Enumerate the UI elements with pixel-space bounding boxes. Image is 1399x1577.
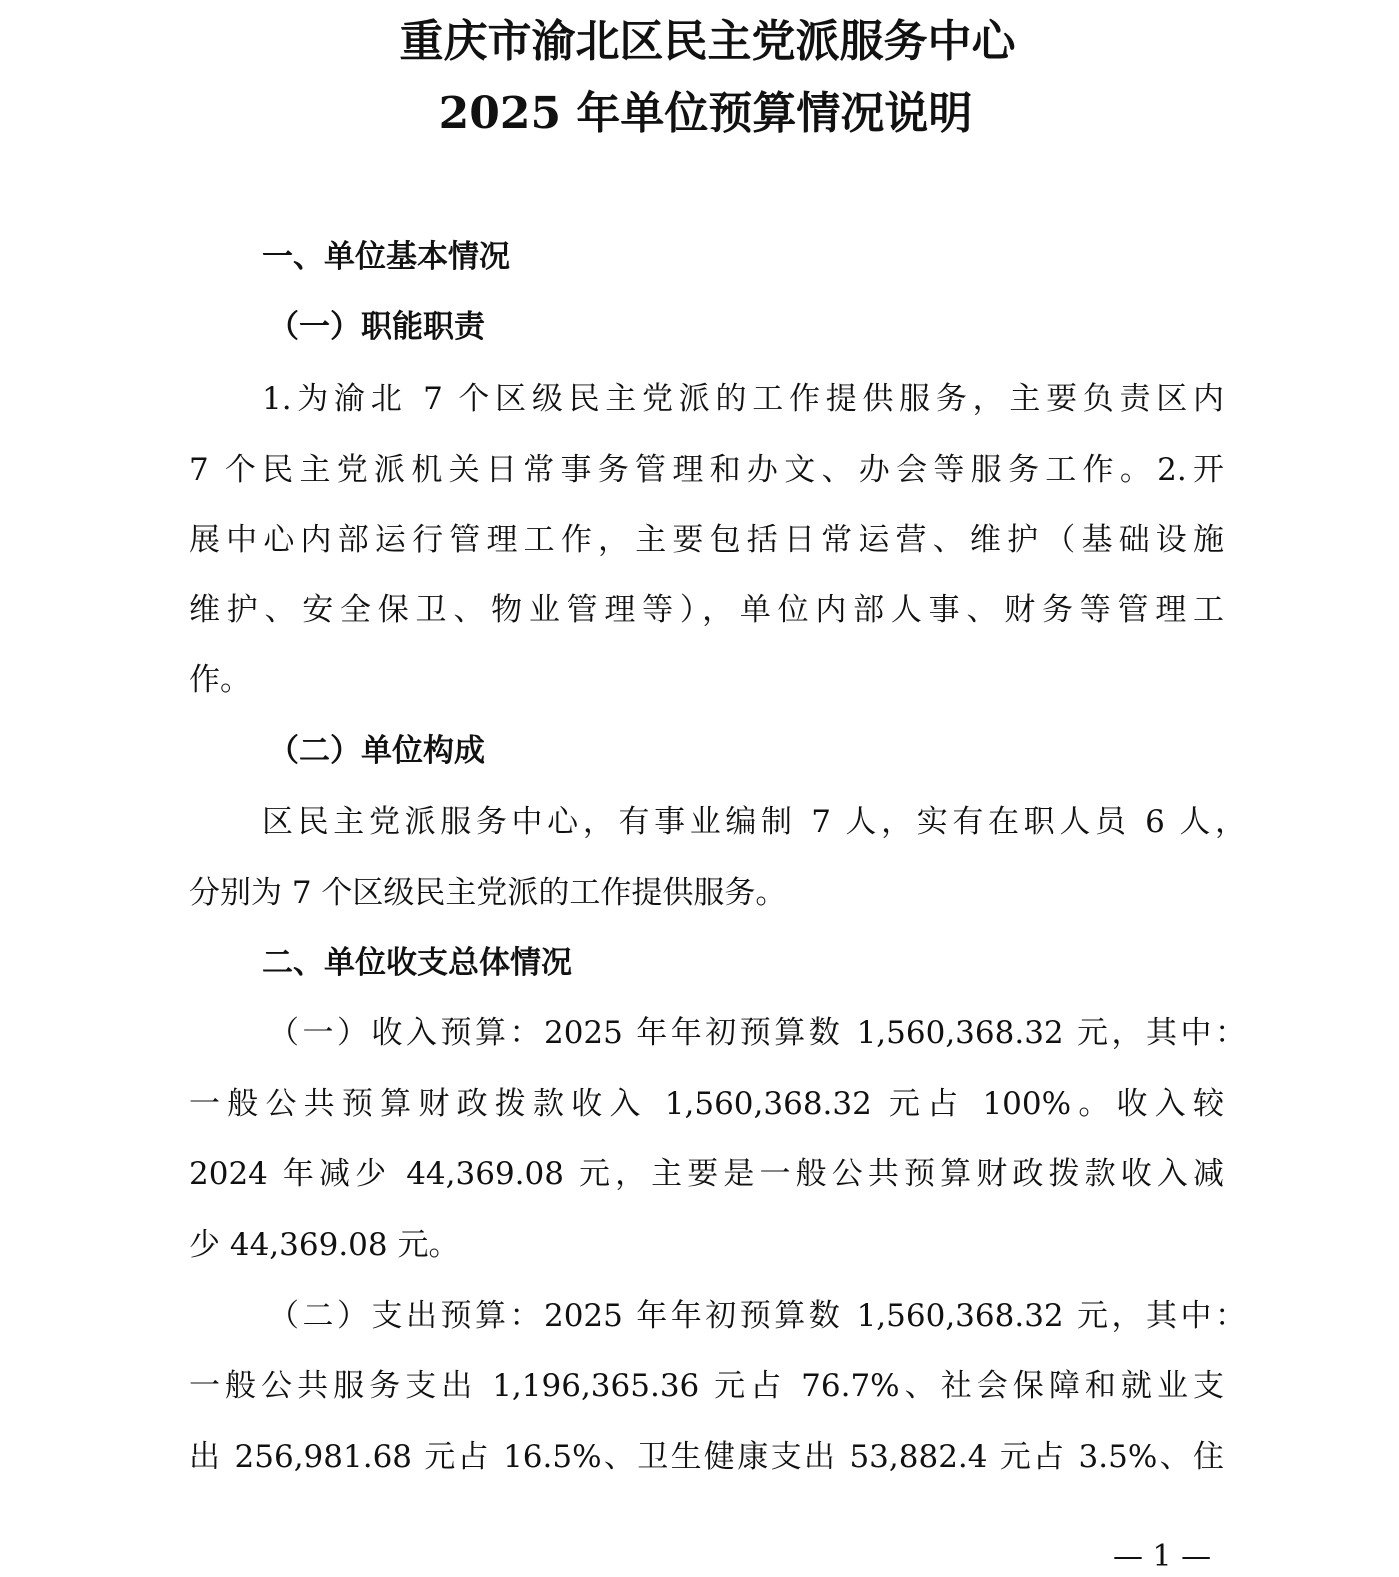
- sub-heading-composition: （二）单位构成: [268, 733, 485, 769]
- section-heading-basic-info: 一、单位基本情况: [262, 239, 510, 275]
- paragraph-line: 展中心内部运行管理工作，主要包括日常运营、维护（基础设施: [189, 522, 1224, 558]
- page-number: — 1 —: [1113, 1539, 1212, 1574]
- paragraph-line: 少 44,369.08 元。: [189, 1227, 460, 1263]
- paragraph-line: 区民主党派服务中心，有事业编制 7 人，实有在职人员 6 人，: [262, 804, 1246, 840]
- paragraph-line: 作。: [189, 662, 251, 698]
- paragraph-line: 一般公共服务支出 1,196,365.36 元占 76.7%、社会保障和就业支: [189, 1368, 1224, 1404]
- paragraph-line: 7 个民主党派机关日常事务管理和办文、办会等服务工作。2.开: [189, 452, 1224, 488]
- document-title-line-2: 2025 年单位预算情况说明: [438, 88, 973, 139]
- paragraph-line: 出 256,981.68 元占 16.5%、卫生健康支出 53,882.4 元占 3.5%、住: [189, 1439, 1224, 1475]
- paragraph-line: 一般公共预算财政拨款收入 1,560,368.32 元占 100%。收入较: [189, 1086, 1224, 1122]
- paragraph-line-expenditure-budget: （二）支出预算：2025 年年初预算数 1,560,368.32 元，其中：: [268, 1298, 1246, 1334]
- paragraph-line: 2024 年减少 44,369.08 元，主要是一般公共预算财政拨款收入减: [189, 1156, 1224, 1192]
- paragraph-line: 分别为 7 个区级民主党派的工作提供服务。: [189, 875, 787, 911]
- paragraph-line: 1.为渝北 7 个区级民主党派的工作提供服务，主要负责区内: [262, 381, 1224, 417]
- paragraph-line: 维护、安全保卫、物业管理等），单位内部人事、财务等管理工: [189, 592, 1224, 628]
- sub-heading-functions: （一）职能职责: [268, 309, 485, 345]
- paragraph-line-income-budget: （一）收入预算：2025 年年初预算数 1,560,368.32 元，其中：: [268, 1015, 1246, 1051]
- document-title-line-1: 重庆市渝北区民主党派服务中心: [399, 16, 1016, 67]
- section-heading-income-expenditure: 二、单位收支总体情况: [262, 945, 572, 981]
